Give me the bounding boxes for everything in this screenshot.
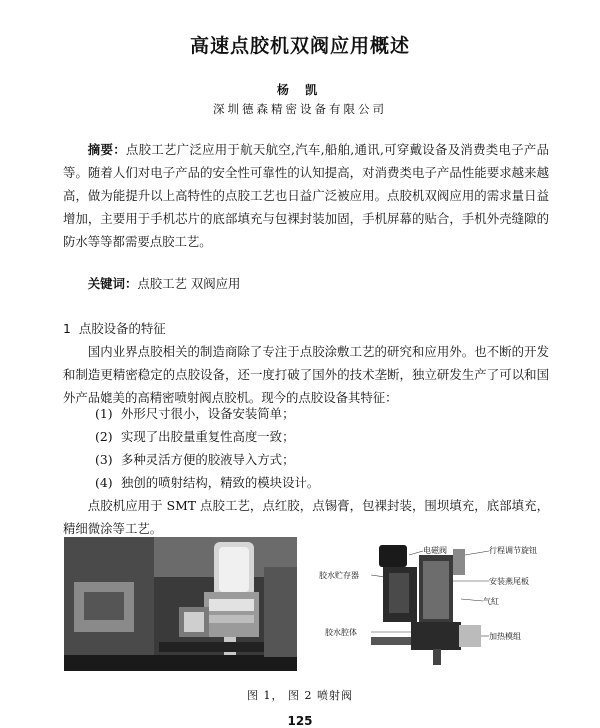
list-item-text: 多种灵活方便的胶液导入方式；: [121, 452, 295, 467]
abstract-text: 点胶工艺广泛应用于航天航空,汽车,船舶,通讯,可穿戴设备及消费类电子产品等。随着人们对电子产品的安全性可靠性的认知提高，对消费类电子产品性能要求越来越高，做为能提升以上高特性的点胶工艺也日益广泛被应用。点胶机双阀应用的需求量日益增加，主要用于手机芯片的底部填充与包裸封装加固，手机屏幕的贴合，手机外壳缝隙的防水等等都需要点胶工艺。: [63, 142, 549, 249]
solenoid-valve-shape: [379, 545, 407, 567]
section-outro: 点胶机应用于 SMT 点胶工艺，点红胶，点锡膏，包裸封装，围坝填充，底部填充，精细微涂等工艺。: [63, 498, 549, 536]
list-item-text: 独创的喷射结构，精致的模块设计。: [121, 475, 320, 490]
list-item-number: (4): [95, 475, 113, 490]
paper-title: 高速点胶机双阀应用概述: [189, 35, 410, 57]
list-item: [95, 448, 319, 471]
label-glue-cavity: 胶水腔体: [325, 628, 357, 637]
author-affiliation: 深圳德森精密设备有限公司: [213, 102, 387, 116]
figure-caption: 图 1， 图 2 喷射阀: [247, 689, 353, 702]
section-title: 点胶设备的特征: [78, 321, 166, 336]
figure-1-photo: [64, 537, 297, 671]
list-item: [95, 425, 319, 448]
heating-module-shape: [459, 625, 481, 647]
glue-cavity-shape: [411, 622, 461, 650]
figure-1-illustration: [64, 537, 297, 671]
label-stroke-knob: 行程调节旋钮: [489, 546, 537, 555]
list-item-text: 实现了出胶量重复性高度一致；: [121, 429, 295, 444]
label-air-inlet: 气紅: [483, 597, 499, 606]
figure-2-diagram: [311, 537, 545, 671]
page-number: 125: [287, 714, 313, 728]
label-solenoid-valve: 电磁阀: [423, 546, 447, 555]
abstract: [63, 138, 549, 253]
label-glue-reservoir: 胶水贮存器: [319, 571, 359, 580]
feature-list: [95, 402, 319, 494]
list-item-number: (2): [95, 429, 113, 444]
keywords: [63, 272, 549, 295]
label-heating-module: 加热模组: [489, 632, 521, 641]
author-name: 杨 凯: [276, 83, 324, 97]
label-mounting-plate: 安装燕尾板: [489, 577, 529, 586]
section-intro: 国内业界点胶相关的制造商除了专注于点胶涂敷工艺的研究和应用外。也不断的开发和制造更精密稳定的点胶设备，还一度打破了国外的技术垄断，独立研发生产了可以和国外产品媲美的高精密喷射阀点胶机。现今的点胶设备其特征：: [63, 344, 549, 405]
figure-2-illustration: [311, 537, 545, 671]
stroke-knob-shape: [453, 549, 465, 575]
section-heading: [63, 319, 166, 337]
list-item: [95, 471, 319, 494]
list-item-number: (1): [95, 406, 113, 421]
keywords-label: 关键词：: [87, 276, 138, 291]
list-item: [95, 402, 319, 425]
abstract-label: 摘要：: [87, 142, 126, 157]
section-number: 1: [63, 321, 71, 336]
keywords-text: 点胶工艺 双阀应用: [137, 276, 241, 291]
list-item-text: 外形尺寸很小，设备安装简单；: [121, 406, 295, 421]
list-item-number: (3): [95, 452, 113, 467]
